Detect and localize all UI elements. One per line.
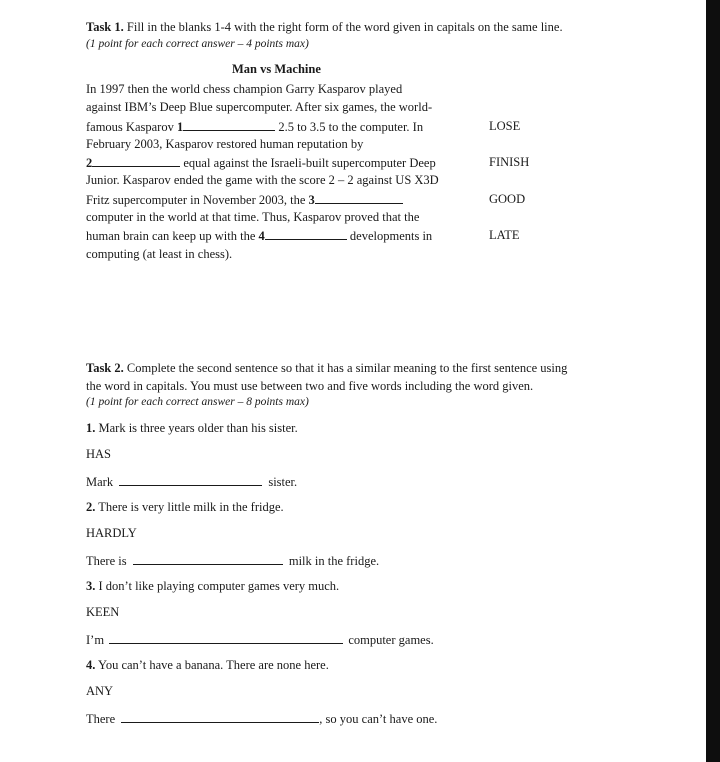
item-1-keyword: HAS (86, 447, 112, 461)
item-number: 3. (86, 579, 96, 593)
item-1-answer-line (86, 474, 297, 490)
item-number: 4. (86, 658, 96, 672)
task1-label: Task 1. (86, 20, 124, 34)
item-1-blank[interactable] (119, 474, 262, 486)
passage-line-8: computer in the world at that time. Thus, Kasparov proved that the (86, 210, 420, 224)
passage-text: 2.5 to 3.5 to the computer. In (275, 120, 424, 134)
passage-line-1: In 1997 then the world chess champion Garry Kasparov played (86, 82, 403, 96)
page-edge-shadow (706, 0, 720, 762)
item-3-sentence (86, 579, 339, 594)
gap-1-blank[interactable] (183, 119, 275, 131)
answer-end: computer games. (348, 633, 434, 647)
item-text: There is very little milk in the fridge. (98, 500, 284, 514)
passage-line-6: Junior. Kasparov ended the game with the score 2 – 2 against US X3D (86, 173, 439, 187)
answer-start: There (86, 712, 116, 726)
gap-number-4: 4 (258, 229, 265, 243)
task1-points: (1 point for each correct answer – 4 points max) (86, 38, 309, 50)
passage-text: famous Kasparov (86, 120, 177, 134)
gap-3-blank[interactable] (315, 192, 403, 204)
item-2-answer-line (86, 553, 379, 569)
item-number: 2. (86, 500, 96, 514)
task2-label: Task 2. (86, 361, 124, 375)
task2-points: (1 point for each correct answer – 8 points max) (86, 396, 309, 408)
task2-instruction-1: Complete the second sentence so that it has a similar meaning to the first sentence using (126, 361, 568, 375)
passage-line-4: February 2003, Kasparov restored human reputation by (86, 137, 364, 151)
item-number: 1. (86, 421, 96, 435)
word-given-4: LATE (489, 228, 520, 242)
passage-text: human brain can keep up with the (86, 229, 259, 243)
passage-text: equal against the Israeli-built supercomputer Deep (180, 156, 436, 170)
passage-line-10: computing (at least in chess). (86, 247, 233, 261)
gap-4-blank[interactable] (265, 228, 347, 240)
gap-2-blank[interactable] (92, 155, 180, 167)
item-text: Mark is three years older than his sister. (98, 421, 298, 435)
answer-start: There is (86, 554, 127, 568)
item-3-blank[interactable] (109, 632, 343, 644)
item-2-keyword: HARDLY (86, 526, 137, 540)
task2-heading (86, 361, 567, 376)
item-text: You can’t have a banana. There are none here. (98, 658, 329, 672)
gap-number-1: 1 (176, 120, 184, 134)
item-text: I don’t like playing computer games very much. (98, 579, 340, 593)
answer-end: , so you can’t have one. (319, 712, 438, 726)
passage-title: Man vs Machine (232, 62, 321, 76)
passage-text: developments in (346, 229, 433, 243)
item-4-blank[interactable] (121, 711, 319, 723)
passage-line-3 (86, 119, 423, 135)
answer-start: Mark (86, 475, 114, 489)
task1-instruction: Fill in the blanks 1-4 with the right form of the word given in capitals on the same line. (126, 20, 563, 34)
item-4-sentence (86, 658, 329, 673)
word-given-1: LOSE (489, 119, 521, 133)
answer-end: milk in the fridge. (288, 554, 380, 568)
passage-line-5 (86, 155, 436, 171)
passage-line-2: against IBM’s Deep Blue supercomputer. After six games, the world- (86, 100, 433, 114)
item-4-keyword: ANY (86, 684, 114, 698)
word-given-2: FINISH (489, 155, 530, 169)
task1-heading (86, 20, 563, 35)
item-3-keyword: KEEN (86, 605, 120, 619)
gap-number-2: 2 (86, 156, 93, 170)
answer-start: I’m (86, 633, 105, 647)
answer-end: sister. (268, 475, 298, 489)
gap-number-3: 3 (308, 193, 315, 207)
task2-instruction-2: the word in capitals. You must use between two and five words including the word given. (86, 379, 534, 393)
item-1-sentence (86, 421, 298, 436)
item-2-sentence (86, 500, 284, 515)
word-given-3: GOOD (489, 192, 526, 206)
item-4-answer-line (86, 711, 437, 727)
item-3-answer-line (86, 632, 434, 648)
passage-text: Fritz supercomputer in November 2003, the (86, 193, 309, 207)
item-2-blank[interactable] (133, 553, 283, 565)
passage-line-7 (86, 192, 403, 208)
passage-line-9 (86, 228, 432, 244)
